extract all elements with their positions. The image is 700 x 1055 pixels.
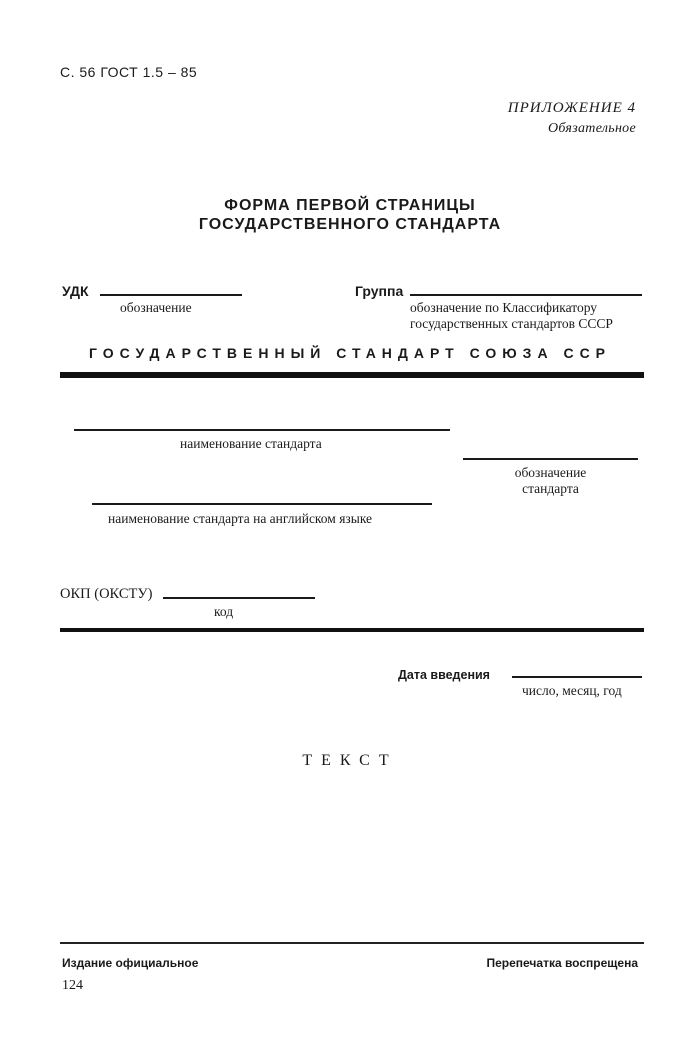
okp-label: ОКП (ОКСТУ) bbox=[60, 586, 153, 602]
udk-label: УДК bbox=[62, 283, 89, 299]
okp-caption: код bbox=[214, 604, 234, 619]
udk-caption: обозначение bbox=[120, 300, 192, 315]
standard-name-caption: наименование стандарта bbox=[180, 436, 322, 451]
page-reference: С. 56 ГОСТ 1.5 – 85 bbox=[60, 64, 198, 80]
thick-divider-bottom bbox=[60, 628, 644, 632]
english-name-caption: наименование стандарта на английском языке bbox=[108, 511, 373, 526]
state-standard-heading: ГОСУДАРСТВЕННЫЙ СТАНДАРТ СОЮЗА ССР bbox=[88, 345, 612, 361]
page-number: 124 bbox=[62, 978, 83, 993]
introduction-date-caption: число, месяц, год bbox=[522, 683, 622, 698]
introduction-date-label: Дата введения bbox=[398, 668, 490, 682]
group-label: Группа bbox=[355, 283, 404, 299]
form-title-line-1: ФОРМА ПЕРВОЙ СТРАНИЦЫ bbox=[224, 197, 476, 214]
thick-divider-top bbox=[60, 372, 644, 378]
udk-field-line bbox=[100, 294, 242, 296]
group-caption-line-1: обозначение по Классификатору bbox=[410, 300, 598, 315]
introduction-date-line bbox=[512, 676, 642, 678]
standard-name-line bbox=[74, 429, 450, 431]
body-text-placeholder: ТЕКСТ bbox=[302, 752, 398, 769]
standard-designation-line bbox=[463, 458, 638, 460]
english-name-line bbox=[92, 503, 432, 505]
appendix-status: Обязательное bbox=[548, 121, 636, 136]
standard-designation-caption-line-1: обозначение bbox=[514, 465, 587, 480]
appendix-title: ПРИЛОЖЕНИЕ 4 bbox=[507, 100, 636, 116]
standard-designation-caption-line-2: стандарта bbox=[522, 481, 579, 496]
footer-divider bbox=[60, 942, 644, 944]
okp-field-line bbox=[163, 597, 315, 599]
form-title-line-2: ГОСУДАРСТВЕННОГО СТАНДАРТА bbox=[198, 216, 502, 233]
official-edition-note: Издание официальное bbox=[62, 956, 199, 970]
group-caption-line-2: государственных стандартов СССР bbox=[410, 316, 613, 331]
reprint-prohibited-note: Перепечатка воспрещена bbox=[486, 956, 638, 970]
group-field-line bbox=[410, 294, 642, 296]
